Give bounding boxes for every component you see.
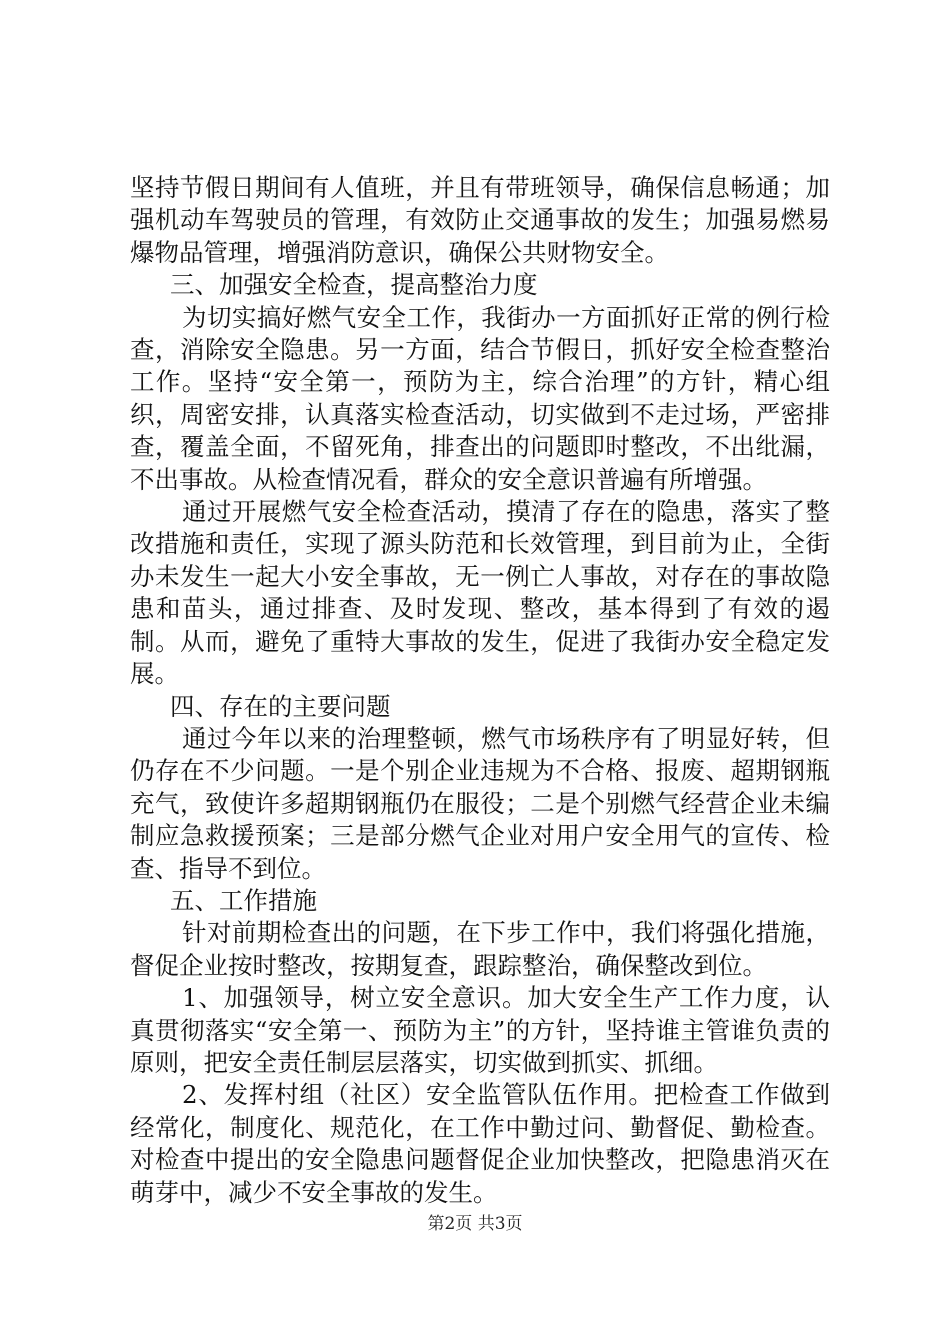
paragraph-body: 为切实搞好燃气安全工作，我街办一方面抓好正常的例行检查，消除安全隐患。另一方面，结合节假日，抓好安全检查整治工作。坚持“安全第一，预防为主，综合治理”的方针，精心组织，周密安排，认真落实检查活动，切实做到不走过场，严密排查，覆盖全面，不留死角，排查出的问题即时整改，不出纰漏，不出事故。从检查情况看，群众的安全意识普遍有所增强。 — [130, 302, 830, 494]
paragraph-list-item-1: 1、加强领导，树立安全意识。加大安全生产工作力度，认真贯彻落实“安全第一、预防为主”的方针，坚持谁主管谁负责的原则，把安全责任制层层落实，切实做到抓实、抓细。 — [130, 983, 830, 1077]
document-body — [130, 172, 830, 1209]
section-heading-5: 五、工作措施 — [170, 885, 317, 915]
section-heading-4: 四、存在的主要问题 — [170, 691, 391, 721]
page-footer: 第2页 共3页 — [427, 1214, 523, 1234]
paragraph-body: 通过今年以来的治理整顿，燃气市场秩序有了明显好转，但仍存在不少问题。一是个别企业违规为不合格、报废、超期钢瓶充气，致使许多超期钢瓶仍在服役；二是个别燃气经营企业未编制应急救援预案；三是部分燃气企业对用户安全用气的宣传、检查、指导不到位。 — [130, 723, 830, 883]
paragraph-body: 通过开展燃气安全检查活动，摸清了存在的隐患，落实了整改措施和责任，实现了源头防范和长效管理，到目前为止，全街办未发生一起大小安全事故，无一例亡人事故，对存在的事故隐患和苗头，通过排查、及时发现、整改，基本得到了有效的遏制。从而，避免了重特大事故的发生，促进了我街办安全稳定发展。 — [130, 497, 830, 689]
paragraph-continuation: 坚持节假日期间有人值班，并且有带班领导，确保信息畅通；加强机动车驾驶员的管理，有效防止交通事故的发生；加强易燃易爆物品管理，增强消防意识，确保公共财物安全。 — [130, 173, 830, 267]
paragraph-body: 针对前期检查出的问题，在下步工作中，我们将强化措施，督促企业按时整改，按期复查，跟踪整治，确保整改到位。 — [130, 918, 830, 980]
paragraph-list-item-2: 2、发挥村组（社区）安全监管队伍作用。把检查工作做到经常化，制度化、规范化，在工作中勤过问、勤督促、勤检查。对检查中提出的安全隐患问题督促企业加快整改，把隐患消灭在萌芽中，减少不安全事故的发生。 — [130, 1080, 830, 1207]
section-heading-3: 三、加强安全检查，提高整治力度 — [170, 270, 538, 300]
